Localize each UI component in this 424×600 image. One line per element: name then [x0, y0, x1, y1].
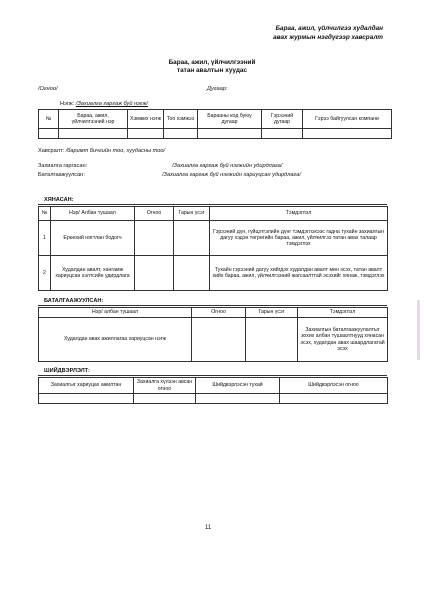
review-cell-signature — [174, 256, 210, 291]
approval-col-signature: Гарын үсэг — [246, 308, 298, 318]
review-cell-date — [135, 221, 174, 256]
approved-by-label: Баталгаажуулсан: — [38, 172, 85, 178]
decision-cell-responsible — [39, 394, 134, 404]
unit-value: /Захиалга гаргаж буй нэгж/ — [75, 101, 148, 107]
decision-cell-resolution — [196, 394, 280, 404]
approval-heading: БАТАЛГААЖУУЛСАН: — [44, 298, 104, 304]
attachment-label: Хавсралт: — [38, 148, 65, 154]
table-row — [39, 318, 388, 362]
col-code: Барааны код буюу дугаар — [198, 110, 262, 129]
table-row — [39, 256, 388, 291]
review-cell-date — [135, 256, 174, 291]
cell-code — [198, 129, 262, 139]
side-margin-mark — [417, 300, 420, 360]
review-cell-note: Тухайн гэрээний дагуу хийгдэх худалдан авалт мөн эсэх, татан авалт хийх бараа, ажил, үйлчилгээний жагсаалттай эсэхийг хянаж, тэмдэглэх — [210, 256, 388, 291]
review-col-name: Нэр/ Албан тушаал — [51, 207, 135, 221]
col-contract-no: Гэрээний дугаар — [262, 110, 303, 129]
approval-col-name: Нэр/ албан тушаал — [39, 308, 192, 318]
review-col-no: № — [39, 207, 51, 221]
date-label: /Огноо/ — [38, 86, 58, 92]
page-number: 11 — [205, 525, 212, 531]
col-item-name: Бараа, ажил, үйлчилгээний нэр — [59, 110, 128, 129]
review-col-note: Тэмдэглэл — [210, 207, 388, 221]
approval-divider — [38, 305, 387, 306]
approval-header-row — [39, 308, 388, 318]
approval-cell-note: Захиалгын баталгаажуулалтыг зохих албан тушаалтнууд хянасан эсэх, худалдан авах шаардлагатай эсэх — [298, 318, 388, 362]
approval-table — [38, 307, 388, 362]
decision-table — [38, 377, 388, 404]
order-by-label: Захиалга гаргасан: — [38, 163, 88, 169]
review-table — [38, 206, 388, 291]
cell-quantity — [164, 129, 198, 139]
document-title-line2: татан авалтын хуудас — [177, 67, 247, 74]
decision-heading: ШИЙДВЭРЛЭЛТ: — [44, 368, 90, 374]
cell-item-name — [59, 129, 128, 139]
review-cell-signature — [174, 221, 210, 256]
table-row — [39, 394, 388, 404]
items-header-row — [39, 110, 392, 129]
approval-col-date: Огноо — [192, 308, 246, 318]
col-unit: Хэмжих нэгж — [128, 110, 164, 129]
review-divider — [38, 204, 387, 205]
appendix-header — [183, 24, 383, 42]
decision-header-row — [39, 378, 388, 394]
review-cell-note: Гэрээний дүн, гүйцэтгэлийн дүнг тэмдэглэхээс гадна тухайн захиалгын дагуу хэдэн төгрөгийн бараа, ажил, үйлчилгээ татан авах талаар тэмдэглэх — [210, 221, 388, 256]
col-no: № — [39, 110, 59, 129]
review-col-date: Огноо — [135, 207, 174, 221]
table-row — [39, 221, 388, 256]
review-col-signature: Гарын үсэг — [174, 207, 210, 221]
review-cell-name: Худалдан авалт, хангамж хариуцсан хэлтсийн удирдлага — [51, 256, 135, 291]
number-label: Дугаар: — [207, 86, 228, 92]
appendix-header-line2: авах журмын нэгдүгээр хавсралт — [273, 34, 383, 41]
approval-cell-date — [192, 318, 246, 362]
table-row — [39, 129, 392, 139]
appendix-header-line1: Бараа, ажил, үйлчилгээ худалдан — [275, 25, 383, 32]
attachment-value: /баримт бичгийн тоо, хуудасны тоо/ — [65, 148, 166, 154]
attachment-line — [38, 148, 165, 155]
decision-col-received-date: Захиалга хүлээн авсан огноо — [134, 378, 196, 394]
decision-divider — [38, 375, 387, 376]
document-title-line1: Бараа, ажил, үйлчилгээний — [168, 59, 256, 66]
review-cell-no: 2 — [39, 256, 51, 291]
decision-col-responsible: Захиалгыг хариуцах ажилтан — [39, 378, 134, 394]
review-heading: ХЯНАСАН: — [44, 197, 74, 203]
col-quantity: Тоо хэмжээ — [164, 110, 198, 129]
approval-cell-name: Худалдан авах ажиллагаа хариуцсан нэгж — [39, 318, 192, 362]
cell-unit — [128, 129, 164, 139]
cell-company — [303, 129, 392, 139]
unit-label: Нэгж: — [60, 101, 75, 107]
cell-contract-no — [262, 129, 303, 139]
decision-col-resolution: Шийдвэрлэсэн тухай — [196, 378, 280, 394]
decision-col-resolved-date: Шийдвэрлэсэн огноо — [280, 378, 388, 394]
cell-no — [39, 129, 59, 139]
approved-by-value: /Захиалга гаргаж буй нэгжийн хариуцсан удирдлага/ — [162, 172, 301, 178]
approval-col-note: Тэмдэглэл — [298, 308, 388, 318]
items-table — [38, 109, 392, 139]
decision-cell-resolved-date — [280, 394, 388, 404]
review-cell-no: 1 — [39, 221, 51, 256]
review-cell-name: Ерөнхий нягтлан бодогч — [51, 221, 135, 256]
unit-line — [60, 101, 148, 108]
review-header-row — [39, 207, 388, 221]
order-by-value: /Захиалга гаргаж буй нэгжийн удирдлага/ — [172, 163, 283, 169]
decision-cell-received-date — [134, 394, 196, 404]
approval-cell-signature — [246, 318, 298, 362]
col-company: Гэрээ байгуулсан компани — [303, 110, 392, 129]
